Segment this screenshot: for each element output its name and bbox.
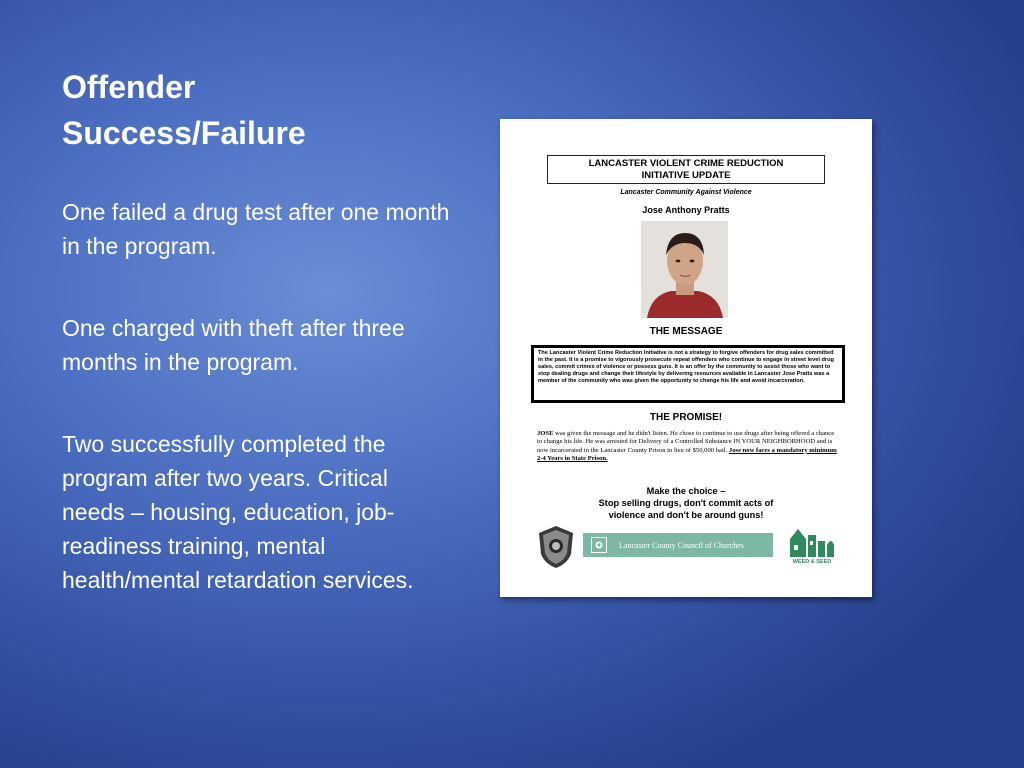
body-paragraph-theft: One charged with theft after three months in the program. xyxy=(62,315,405,375)
flyer-choice-line1: Make the choice – xyxy=(646,486,726,496)
flyer-header-line1: LANCASTER VIOLENT CRIME REDUCTION xyxy=(588,158,784,169)
police-seal-icon xyxy=(537,524,575,570)
flyer-header-line2: INITIATIVE UPDATE xyxy=(641,170,731,181)
flyer-promise-name: JOSE xyxy=(537,430,554,437)
flyer-choice-text xyxy=(540,485,832,521)
weed-and-seed-label: WEED & SEED xyxy=(792,559,832,565)
flyer-choice-line2: Stop selling drugs, don't commit acts of xyxy=(598,498,774,508)
flyer-message-heading: THE MESSAGE xyxy=(649,326,723,337)
slide-title-line2: Success/Failure xyxy=(62,115,306,151)
body-paragraph-success: Two successfully completed the program after two years. Critical needs – housing, education, job-readiness training, mental health/mental retardation services. xyxy=(62,431,414,593)
flyer-subtitle: Lancaster Community Against Violence xyxy=(620,189,752,196)
flyer-promise-emphasis: Jose now faces a mandatory minimum 2-4 Years in State Prison. xyxy=(537,446,837,463)
flyer-message-box: The Lancaster Violent Crime Reduction Initiative is not a strategy to forgive offenders for drug sales committed in the past. It is a promise to vigorously prosecute repeat offenders who continue to engage in street level drug sales, commit crimes of violence or possess guns. It is an offer by the community to assist those who want to stop dealing drugs and change their lifestyle by delivering resources available in Lancaster Jose Pratts was a member of the community who was given the opportunity to change his life and avoid incarceration. xyxy=(531,345,845,403)
body-paragraph-drug-test: One failed a drug test after one month in the program. xyxy=(62,199,450,259)
flyer-header xyxy=(547,155,825,184)
flyer-choice-line3: violence and don't be around guns! xyxy=(608,510,764,520)
council-mark-icon xyxy=(591,537,607,553)
slide-title xyxy=(62,64,462,156)
mugshot-photo xyxy=(641,221,728,318)
flyer-promise-heading: THE PROMISE! xyxy=(649,412,723,423)
flyer-promise-body: was given the message and he didn't listen. He chose to continue to use drugs after being offered a chance to change his life. He was arrested for Delivery of a Controlled Substance IN YOUR NEIGHBORHOOD and is now incarcerated in the Lancaster County Prison in lieu of $50,000 bail. xyxy=(537,430,835,454)
council-label: Lancaster County Council of Churches xyxy=(619,540,744,550)
flyer-promise-text xyxy=(537,430,837,482)
council-of-churches-logo xyxy=(583,533,773,557)
flyer-image xyxy=(500,119,872,597)
slide-title-line1: Offender xyxy=(62,69,196,105)
flyer-person-name: Jose Anthony Pratts xyxy=(642,205,730,215)
weed-and-seed-logo xyxy=(788,521,836,569)
